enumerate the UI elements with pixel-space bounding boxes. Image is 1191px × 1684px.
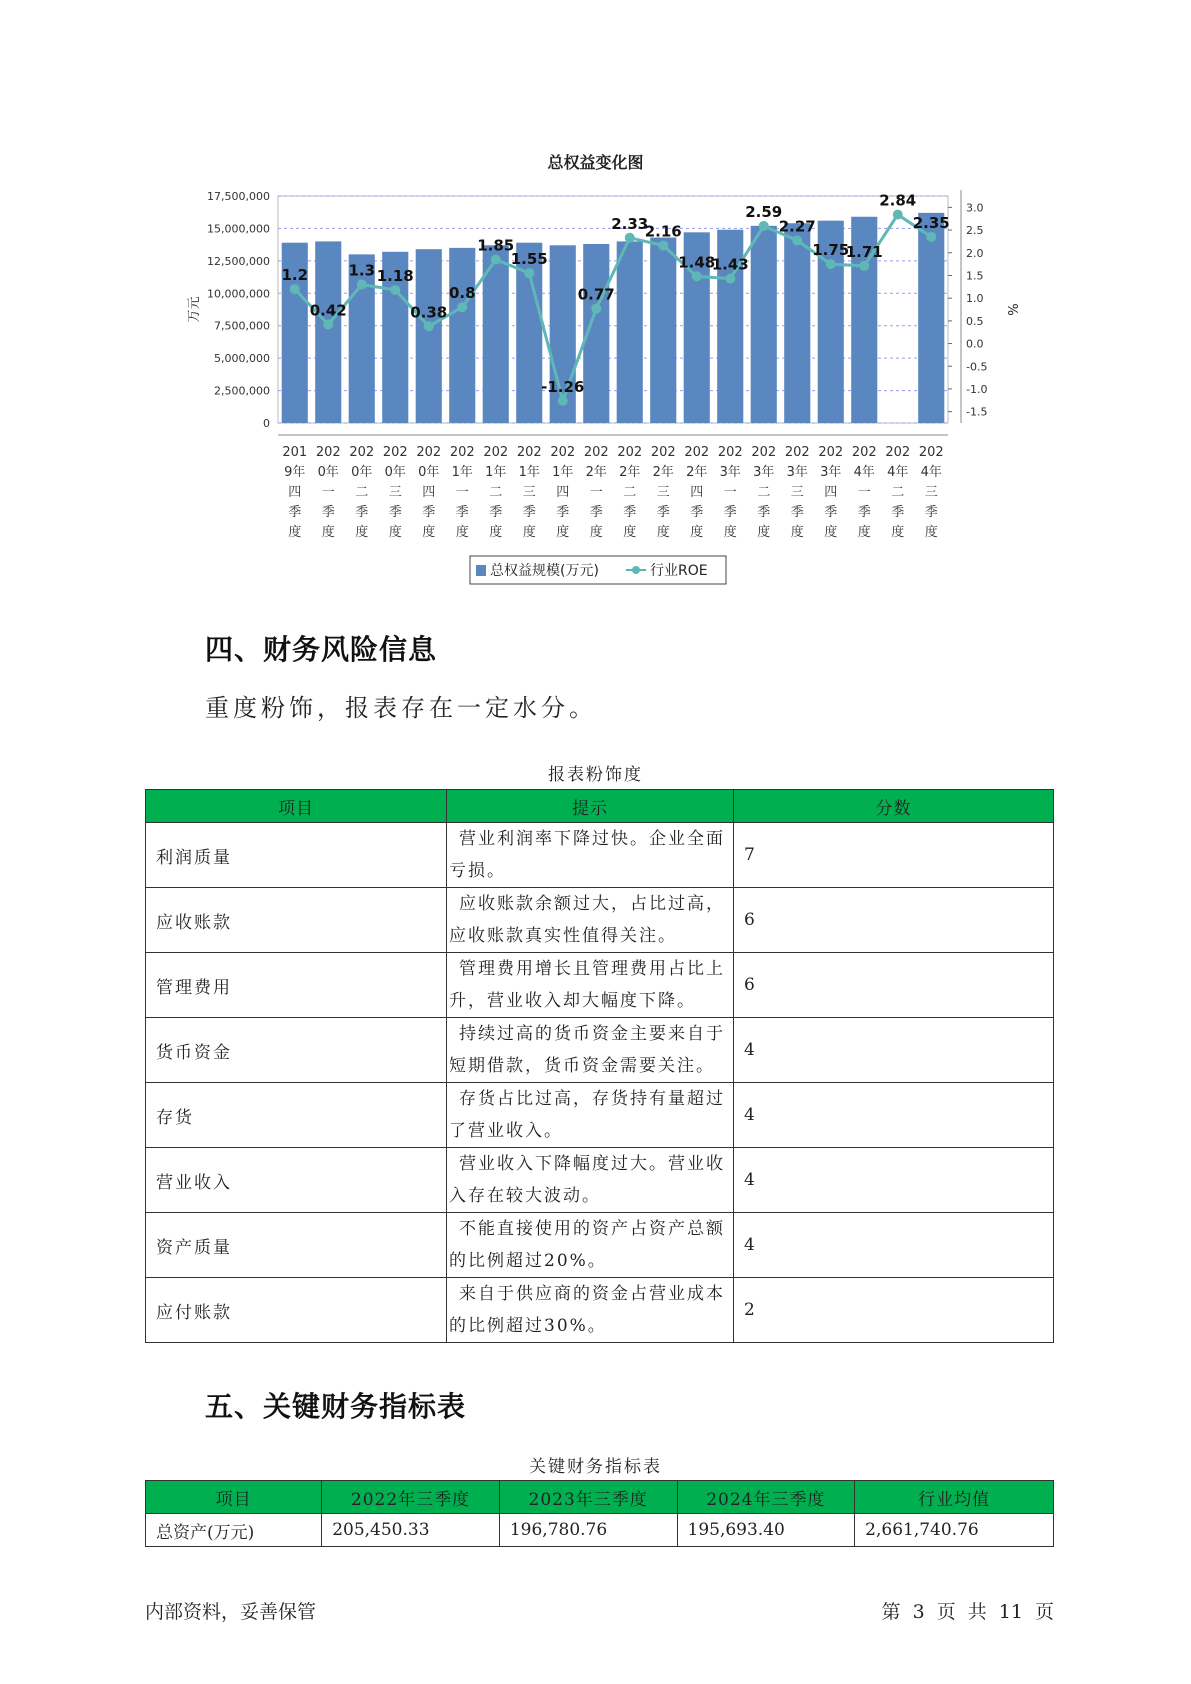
x-tick-label: 度 — [824, 525, 838, 540]
x-tick-label: 202 — [416, 445, 442, 460]
roe-point — [658, 240, 668, 250]
roe-point — [457, 302, 467, 312]
risk-cell-item: 应付账款 — [146, 1278, 447, 1343]
x-tick-label: 度 — [924, 525, 938, 540]
risk-cell-score: 2 — [734, 1278, 1054, 1343]
x-tick-label: 0年 — [418, 465, 440, 480]
x-tick-label: 二 — [489, 485, 503, 500]
footer-confidential-note: 内部资料，妥善保管 — [145, 1601, 317, 1623]
roe-point — [859, 261, 869, 271]
y-right-axis-label: % — [1004, 303, 1019, 316]
x-tick-label: 一 — [857, 485, 871, 500]
x-tick-label: 度 — [891, 525, 905, 540]
x-tick-label: 202 — [650, 445, 676, 460]
roe-data-label: 0.8 — [448, 284, 476, 303]
roe-data-label: 2.84 — [879, 191, 917, 210]
x-tick-label: 三 — [656, 485, 670, 500]
roe-point — [424, 321, 434, 331]
kpi-cell-2023: 196,780.76 — [499, 1514, 677, 1547]
roe-point — [926, 232, 936, 242]
x-tick-label: 202 — [717, 445, 743, 460]
x-tick-label: 季 — [824, 505, 838, 520]
roe-point — [323, 319, 333, 329]
risk-cell-hint: 应收账款余额过大，占比过高，应收账款真实性值得关注。 — [447, 888, 734, 953]
bar — [751, 226, 777, 423]
risk-cell-score: 7 — [734, 823, 1054, 888]
x-tick-label: 季 — [455, 505, 469, 520]
x-tick-label: 季 — [857, 505, 871, 520]
footer-page-number: 第 3 页 共 11 页 — [881, 1601, 1054, 1623]
x-tick-label: 202 — [784, 445, 810, 460]
x-tick-label: 9年 — [284, 465, 306, 480]
kpi-header-item: 项目 — [146, 1481, 322, 1514]
x-tick-label: 1年 — [518, 465, 540, 480]
risk-cell-score: 4 — [734, 1018, 1054, 1083]
roe-point — [625, 233, 635, 243]
x-tick-label: 二 — [623, 485, 637, 500]
x-tick-label: 季 — [589, 505, 603, 520]
x-tick-label: 季 — [288, 505, 302, 520]
x-tick-label: 四 — [556, 485, 570, 500]
y-right-tick-label: 0.5 — [966, 314, 984, 328]
kpi-table-caption: 关键财务指标表 — [529, 1457, 662, 1477]
x-tick-label: 一 — [321, 485, 335, 500]
risk-cell-hint: 管理费用增长且管理费用占比上升，营业收入却大幅度下降。 — [447, 953, 734, 1018]
x-tick-label: 202 — [349, 445, 375, 460]
y-right-tick-label: 3.0 — [966, 201, 984, 215]
x-tick-label: 季 — [355, 505, 369, 520]
x-tick-label: 202 — [851, 445, 877, 460]
x-tick-label: 202 — [684, 445, 710, 460]
risk-cell-item: 利润质量 — [146, 823, 447, 888]
risk-table-header-row — [146, 790, 1054, 823]
x-tick-label: 1年 — [552, 465, 574, 480]
table-row — [146, 823, 1054, 888]
y-right-tick-label: -0.5 — [966, 360, 988, 374]
y-right-tick-label: 1.5 — [966, 269, 984, 283]
roe-point — [390, 285, 400, 295]
roe-data-label: 1.3 — [348, 261, 376, 280]
roe-point — [792, 235, 802, 245]
x-tick-label: 202 — [449, 445, 475, 460]
kpi-table-header-row — [146, 1481, 1054, 1514]
x-tick-label: 3年 — [820, 465, 842, 480]
x-tick-label: 季 — [723, 505, 737, 520]
roe-point — [692, 271, 702, 281]
bar — [617, 241, 643, 423]
x-tick-label: 季 — [388, 505, 402, 520]
x-tick-label: 季 — [891, 505, 905, 520]
table-row — [146, 888, 1054, 953]
risk-cell-hint: 营业利润率下降过快。企业全面亏损。 — [447, 823, 734, 888]
risk-cell-hint: 持续过高的货币资金主要来自于短期借款，货币资金需要关注。 — [447, 1018, 734, 1083]
x-tick-label: 季 — [522, 505, 536, 520]
risk-header-score: 分数 — [734, 790, 1054, 823]
risk-cell-score: 4 — [734, 1083, 1054, 1148]
x-tick-label: 三 — [790, 485, 804, 500]
y-left-tick-label: 0 — [263, 417, 270, 430]
x-tick-label: 度 — [723, 525, 737, 540]
equity-chart — [0, 0, 1191, 600]
roe-point — [893, 210, 903, 220]
roe-data-label: 0.42 — [309, 301, 347, 320]
bar — [918, 213, 944, 423]
y-left-tick-label: 2,500,000 — [214, 384, 270, 398]
x-tick-label: 4年 — [887, 465, 909, 480]
kpi-cell-item: 总资产(万元) — [146, 1514, 322, 1547]
table-row — [146, 953, 1054, 1018]
risk-cell-item: 管理费用 — [146, 953, 447, 1018]
x-tick-label: 2年 — [585, 465, 607, 480]
x-tick-label: 202 — [818, 445, 844, 460]
bar — [416, 249, 442, 423]
x-tick-label: 4年 — [920, 465, 942, 480]
x-tick-label: 4年 — [853, 465, 875, 480]
x-tick-label: 四 — [690, 485, 704, 500]
bar — [650, 238, 676, 423]
x-tick-label: 度 — [556, 525, 570, 540]
kpi-header-2024: 2024年三季度 — [677, 1481, 855, 1514]
section-4-heading: 四、财务风险信息 — [205, 633, 438, 666]
table-row — [146, 1213, 1054, 1278]
y-right-tick-label: -1.0 — [966, 382, 988, 396]
table-row — [146, 1148, 1054, 1213]
roe-data-label: 1.43 — [711, 255, 749, 274]
section-5-heading: 五、关键财务指标表 — [205, 1390, 467, 1423]
x-tick-label: 度 — [857, 525, 871, 540]
x-tick-label: 度 — [690, 525, 704, 540]
x-tick-label: 四 — [288, 485, 302, 500]
y-right-tick-label: 1.0 — [966, 292, 984, 306]
x-tick-label: 202 — [617, 445, 643, 460]
x-tick-label: 0年 — [351, 465, 373, 480]
x-tick-label: 季 — [422, 505, 436, 520]
y-left-tick-label: 10,000,000 — [207, 287, 270, 301]
x-tick-label: 1年 — [451, 465, 473, 480]
x-tick-label: 度 — [355, 525, 369, 540]
legend-line-label: 行业ROE — [650, 563, 708, 579]
x-tick-label: 三 — [388, 485, 402, 500]
risk-cell-item: 营业收入 — [146, 1148, 447, 1213]
x-tick-label: 1年 — [485, 465, 507, 480]
x-tick-label: 度 — [455, 525, 469, 540]
x-tick-label: 季 — [623, 505, 637, 520]
risk-cell-score: 6 — [734, 953, 1054, 1018]
roe-point — [357, 280, 367, 290]
roe-point — [759, 221, 769, 231]
kpi-table — [145, 1480, 1054, 1547]
x-tick-label: 度 — [288, 525, 302, 540]
x-tick-label: 3年 — [719, 465, 741, 480]
y-left-tick-label: 15,000,000 — [207, 222, 270, 236]
roe-data-label: 2.27 — [778, 217, 816, 236]
x-tick-label: 度 — [388, 525, 402, 540]
x-tick-label: 四 — [824, 485, 838, 500]
y-right-tick-label: 2.0 — [966, 246, 984, 260]
section-4-text: 重度粉饰，报表存在一定水分。 — [205, 694, 597, 722]
risk-cell-item: 资产质量 — [146, 1213, 447, 1278]
risk-cell-hint: 来自于供应商的资金占营业成本的比例超过30%。 — [447, 1278, 734, 1343]
chart-title: 总权益变化图 — [547, 153, 644, 172]
legend-line-marker — [632, 566, 640, 574]
risk-header-item: 项目 — [146, 790, 447, 823]
x-tick-label: 季 — [556, 505, 570, 520]
x-tick-label: 一 — [455, 485, 469, 500]
risk-cell-score: 4 — [734, 1148, 1054, 1213]
x-tick-label: 四 — [422, 485, 436, 500]
x-tick-label: 季 — [790, 505, 804, 520]
risk-cell-hint: 存货占比过高，存货持有量超过了营业收入。 — [447, 1083, 734, 1148]
x-tick-label: 三 — [522, 485, 536, 500]
kpi-cell-2022: 205,450.33 — [322, 1514, 500, 1547]
y-right-tick-label: 2.5 — [966, 224, 984, 238]
roe-data-label: 0.77 — [577, 285, 615, 304]
risk-cell-score: 6 — [734, 888, 1054, 953]
roe-point — [290, 284, 300, 294]
roe-point — [826, 259, 836, 269]
roe-point — [558, 396, 568, 406]
roe-point — [725, 274, 735, 284]
x-tick-label: 2年 — [652, 465, 674, 480]
roe-data-label: 1.2 — [281, 266, 309, 285]
roe-data-label: 2.33 — [611, 214, 649, 233]
x-tick-label: 度 — [489, 525, 503, 540]
x-tick-label: 度 — [790, 525, 804, 540]
x-tick-label: 3年 — [786, 465, 808, 480]
x-tick-label: 三 — [924, 485, 938, 500]
x-tick-label: 202 — [583, 445, 609, 460]
x-tick-label: 0年 — [384, 465, 406, 480]
roe-data-label: 2.35 — [912, 213, 950, 232]
y-left-tick-label: 5,000,000 — [214, 352, 270, 366]
bar — [784, 223, 810, 423]
bar — [315, 241, 341, 423]
bar — [449, 248, 475, 423]
risk-cell-hint: 不能直接使用的资产占资产总额的比例超过20%。 — [447, 1213, 734, 1278]
y-left-tick-label: 12,500,000 — [207, 254, 270, 268]
x-tick-label: 2年 — [619, 465, 641, 480]
kpi-header-2022: 2022年三季度 — [322, 1481, 500, 1514]
risk-cell-item: 应收账款 — [146, 888, 447, 953]
x-tick-label: 201 — [282, 445, 308, 460]
x-tick-label: 2年 — [686, 465, 708, 480]
x-tick-label: 3年 — [753, 465, 775, 480]
x-tick-label: 0年 — [317, 465, 339, 480]
x-tick-label: 二 — [355, 485, 369, 500]
table-row — [146, 1018, 1054, 1083]
roe-data-label: 2.59 — [745, 202, 783, 221]
x-tick-label: 季 — [321, 505, 335, 520]
x-tick-label: 202 — [516, 445, 542, 460]
risk-table-caption: 报表粉饰度 — [548, 765, 643, 785]
x-tick-label: 202 — [315, 445, 341, 460]
risk-cell-item: 存货 — [146, 1083, 447, 1148]
roe-data-label: 2.16 — [644, 222, 682, 241]
roe-point — [491, 255, 501, 265]
y-right-tick-label: -1.5 — [966, 405, 988, 419]
legend-bar-label: 总权益规模(万元) — [490, 563, 599, 579]
kpi-header-2023: 2023年三季度 — [499, 1481, 677, 1514]
roe-data-label: 1.71 — [845, 242, 883, 261]
kpi-cell-industry: 2,661,740.76 — [855, 1514, 1054, 1547]
roe-data-label: 1.85 — [477, 236, 515, 255]
x-tick-label: 二 — [757, 485, 771, 500]
x-tick-label: 二 — [891, 485, 905, 500]
table-row — [146, 1083, 1054, 1148]
x-tick-label: 度 — [589, 525, 603, 540]
x-tick-label: 202 — [885, 445, 911, 460]
x-tick-label: 度 — [321, 525, 335, 540]
roe-data-label: 0.38 — [410, 303, 448, 322]
x-tick-label: 季 — [489, 505, 503, 520]
x-tick-label: 202 — [382, 445, 408, 460]
kpi-cell-2024: 195,693.40 — [677, 1514, 855, 1547]
roe-point — [591, 304, 601, 314]
risk-header-hint: 提示 — [447, 790, 734, 823]
roe-point — [524, 268, 534, 278]
x-tick-label: 202 — [918, 445, 944, 460]
x-tick-label: 度 — [522, 525, 536, 540]
x-tick-label: 一 — [589, 485, 603, 500]
kpi-header-industry: 行业均值 — [855, 1481, 1054, 1514]
roe-data-label: 1.18 — [376, 266, 414, 285]
y-left-tick-label: 7,500,000 — [214, 319, 270, 333]
y-left-tick-label: 17,500,000 — [207, 190, 270, 203]
roe-data-label: 1.75 — [812, 241, 850, 260]
y-right-tick-label: 0.0 — [966, 337, 984, 351]
risk-cell-item: 货币资金 — [146, 1018, 447, 1083]
risk-cell-hint: 营业收入下降幅度过大。营业收入存在较大波动。 — [447, 1148, 734, 1213]
roe-data-label: 1.55 — [510, 250, 548, 269]
x-tick-label: 度 — [422, 525, 436, 540]
x-tick-label: 季 — [690, 505, 704, 520]
x-tick-label: 度 — [757, 525, 771, 540]
y-left-axis-label: 万元 — [187, 296, 202, 323]
x-tick-label: 季 — [656, 505, 670, 520]
x-tick-label: 度 — [623, 525, 637, 540]
roe-data-label: -1.26 — [541, 377, 585, 396]
legend-bar-swatch — [476, 565, 486, 576]
risk-table — [145, 789, 1054, 1343]
x-tick-label: 季 — [924, 505, 938, 520]
roe-data-label: 1.48 — [678, 253, 716, 272]
x-tick-label: 一 — [723, 485, 737, 500]
x-tick-label: 度 — [656, 525, 670, 540]
table-row — [146, 1514, 1054, 1547]
table-row — [146, 1278, 1054, 1343]
x-tick-label: 202 — [751, 445, 777, 460]
x-tick-label: 202 — [550, 445, 576, 460]
x-tick-label: 季 — [757, 505, 771, 520]
x-tick-label: 202 — [483, 445, 509, 460]
risk-cell-score: 4 — [734, 1213, 1054, 1278]
